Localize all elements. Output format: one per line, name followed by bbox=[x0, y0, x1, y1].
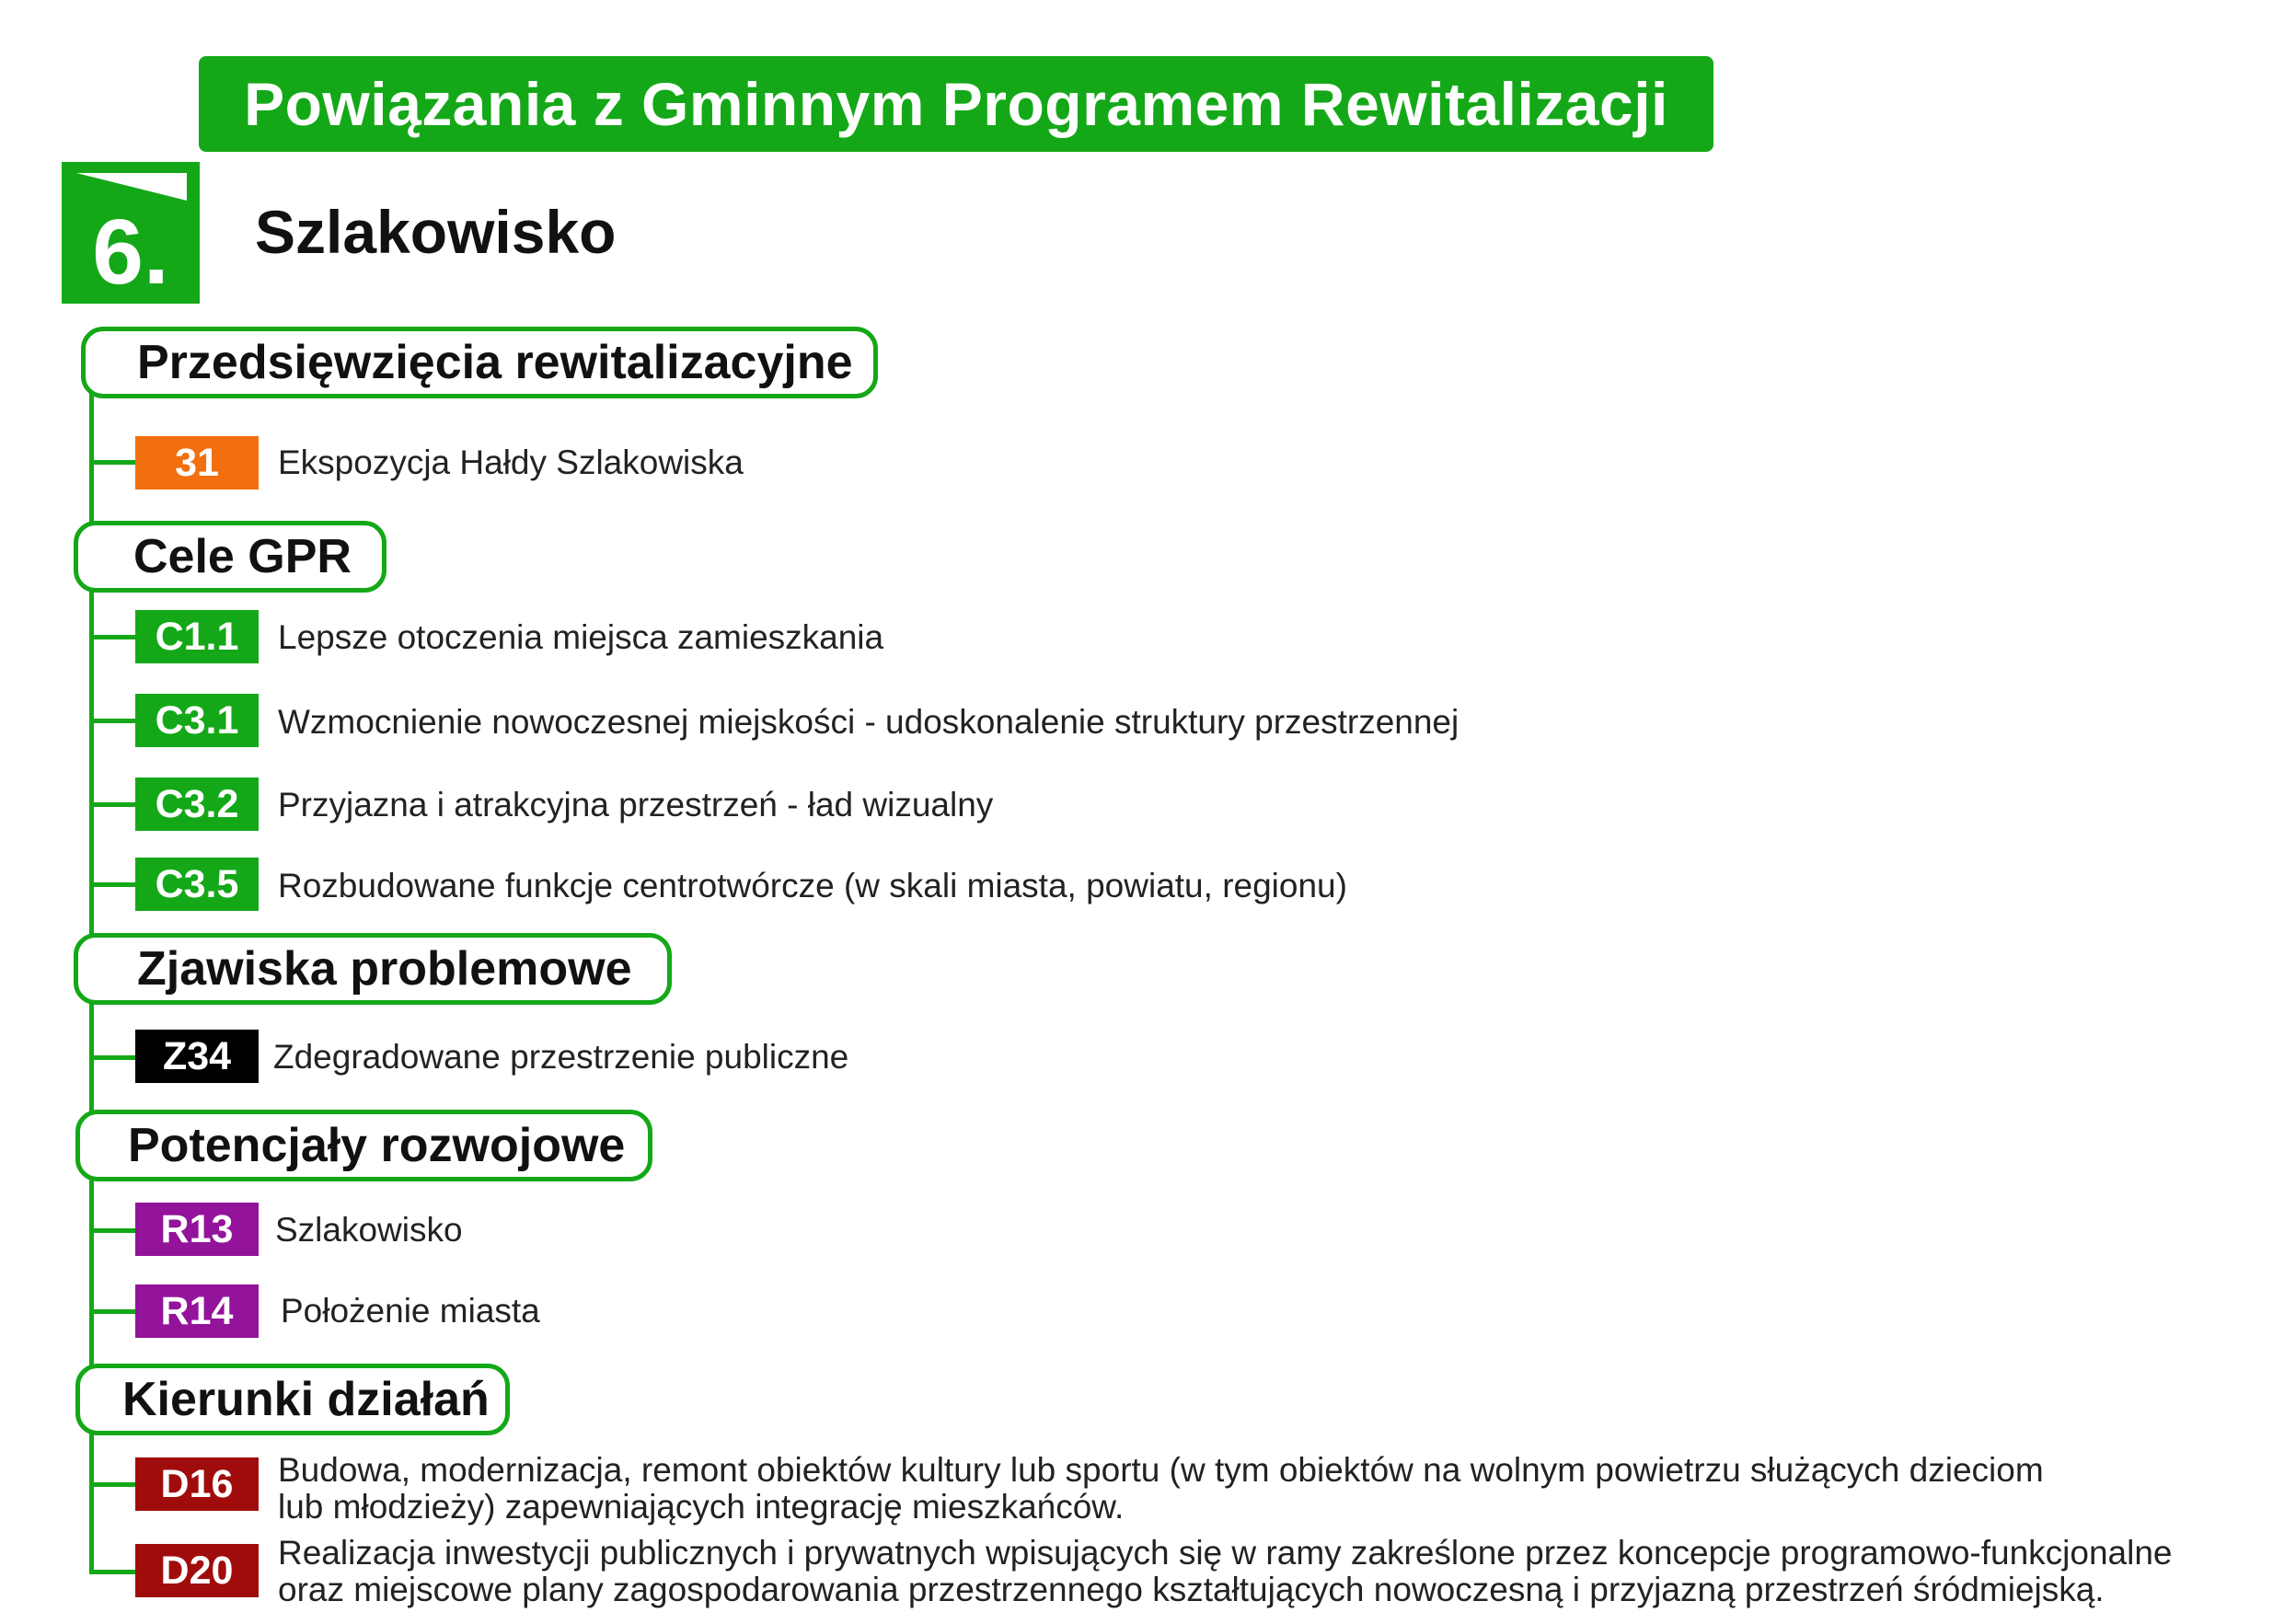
item-text-line: oraz miejscowe plany zagospodarowania przestrzennego kształtujących nowoczesną i przyjazną przestrzeń śródmiejską. bbox=[278, 1571, 2105, 1608]
section-header-zjawiska bbox=[74, 933, 672, 1005]
section-title: Kierunki działań bbox=[122, 1373, 490, 1426]
item-text: Ekspozycja Hałdy Szlakowiska bbox=[278, 443, 744, 481]
branch-line bbox=[89, 635, 135, 639]
item-text bbox=[278, 1535, 2173, 1608]
site-title: Szlakowisko bbox=[255, 198, 617, 266]
item-text: Położenie miasta bbox=[281, 1292, 540, 1330]
section-header-cele-gpr bbox=[74, 521, 387, 593]
badge-c3-1: C3.1 bbox=[135, 694, 259, 747]
branch-line bbox=[89, 1055, 135, 1060]
branch-line bbox=[89, 882, 135, 887]
badge-d16: D16 bbox=[135, 1457, 259, 1511]
item-text-line: lub młodzieży) zapewniających integrację mieszkańców. bbox=[278, 1488, 1125, 1526]
section-header-potencjaly bbox=[75, 1110, 652, 1181]
item-text: Lepsze otoczenia miejsca zamieszkania bbox=[278, 618, 884, 656]
branch-line bbox=[89, 1570, 135, 1574]
section-header-kierunki bbox=[75, 1364, 510, 1435]
item-text: Szlakowisko bbox=[275, 1211, 463, 1249]
item-text-line: Budowa, modernizacja, remont obiektów kultury lub sportu (w tym obiektów na wolnym powietrzu służących dzieciom bbox=[278, 1451, 2044, 1489]
badge-31: 31 bbox=[135, 436, 259, 490]
badge-c1-1: C1.1 bbox=[135, 610, 259, 663]
corner-triangle-decoration bbox=[76, 173, 187, 201]
section-title: Zjawiska problemowe bbox=[137, 942, 632, 996]
badge-c3-5: C3.5 bbox=[135, 858, 259, 911]
badge-c3-2: C3.2 bbox=[135, 777, 259, 831]
section-title: Przedsięwzięcia rewitalizacyjne bbox=[137, 336, 853, 389]
badge-r13: R13 bbox=[135, 1203, 259, 1256]
branch-line bbox=[89, 802, 135, 807]
item-text: Zdegradowane przestrzenie publiczne bbox=[273, 1038, 849, 1076]
item-text-line: Realizacja inwestycji publicznych i prywatnych wpisujących się w ramy zakreślone przez koncepcje programowo-funkcjonalne bbox=[278, 1534, 2173, 1572]
item-text: Przyjazna i atrakcyjna przestrzeń - ład wizualny bbox=[278, 786, 994, 824]
badge-z34: Z34 bbox=[135, 1030, 259, 1083]
item-text: Rozbudowane funkcje centrotwórcze (w skali miasta, powiatu, regionu) bbox=[278, 867, 1347, 904]
badge-d20: D20 bbox=[135, 1544, 259, 1597]
branch-line bbox=[89, 1309, 135, 1314]
item-text bbox=[278, 1452, 2044, 1526]
branch-line bbox=[89, 1228, 135, 1233]
branch-line bbox=[89, 719, 135, 723]
branch-line bbox=[89, 460, 135, 465]
page-banner: Powiązania z Gminnym Programem Rewitalizacji bbox=[199, 56, 1713, 152]
site-number-box bbox=[62, 162, 200, 304]
branch-line bbox=[89, 1482, 135, 1487]
section-title: Potencjały rozwojowe bbox=[128, 1119, 626, 1172]
section-title: Cele GPR bbox=[133, 530, 352, 583]
badge-r14: R14 bbox=[135, 1284, 259, 1338]
item-text: Wzmocnienie nowoczesnej miejskości - udoskonalenie struktury przestrzennej bbox=[278, 703, 1460, 741]
site-number: 6. bbox=[92, 201, 169, 304]
section-header-przedsiewziecia bbox=[81, 327, 878, 398]
